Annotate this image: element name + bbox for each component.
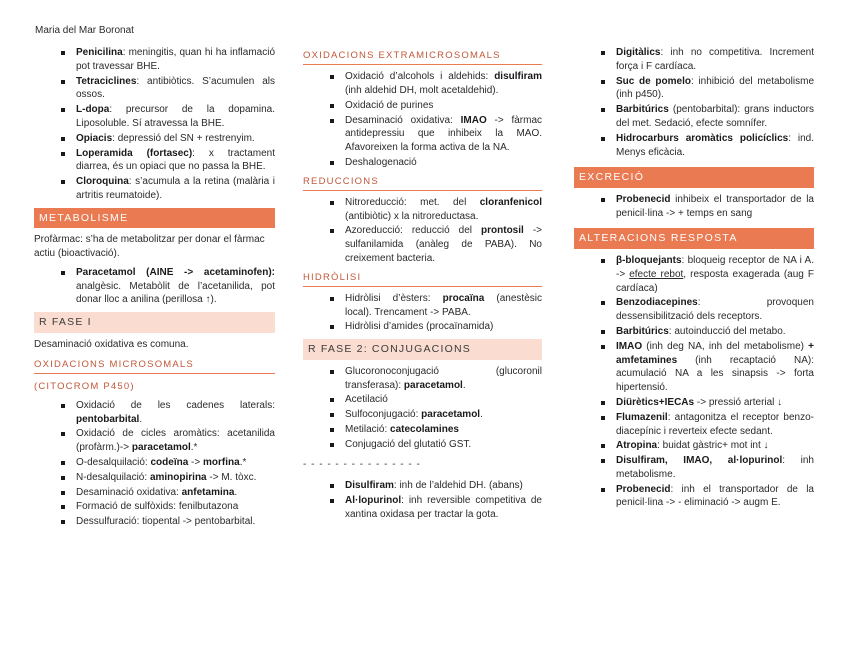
list-item: Probenecid inhibeix el transportador de la penicil·lina -> + temps en sang (574, 193, 814, 221)
list-item: Digitàlics: inh no competitiva. Increment força i F cardíaca. (574, 46, 814, 74)
list-item: Desaminació oxidativa: IMAO -> fàrmac antidepressiu que inhibeix la MAO. Afavoreixen la forma activa de la NA. (303, 114, 542, 155)
section-heading-reduccions: REDUCCIONS (303, 174, 542, 191)
list-item: Diürètics+IECAs -> pressió arterial ↓ (574, 396, 814, 410)
column-2 (303, 48, 542, 523)
inhibitors-inducers-list (574, 46, 814, 159)
list-item: Acetilació (303, 393, 542, 407)
list-item: β-bloquejants: bloqueig receptor de NA i A. -> efecte rebot, resposta exagerada (aug F cardíaca) (574, 254, 814, 295)
list-item: Barbitúrics (pentobarbital): grans inductors del met. Sedació, efecte somnífer. (574, 103, 814, 131)
section-heading-extramicrosomals: OXIDACIONS EXTRAMICROSOMALS (303, 48, 542, 65)
list-item: Dessulfuració: tiopental -> pentobarbital. (34, 515, 275, 529)
paracetamol-list (34, 266, 275, 307)
list-item: Barbitúrics: autoinducció del metabo. (574, 325, 814, 339)
extramicrosomal-list (303, 70, 542, 170)
list-item: Glucoronoconjugació (glucoronil transferasa): paracetamol. (303, 365, 542, 393)
list-item: Disulfiram, IMAO, al·lopurinol: inh metabolisme. (574, 454, 814, 482)
section-heading-microsomals: OXIDACIONS MICROSOMALS (34, 357, 275, 374)
section-heading-alteracions: ALTERACIONS RESPOSTA (574, 228, 814, 248)
drug-distribution-list (34, 46, 275, 203)
list-item: Tetraciclines: antibiòtics. S’acumulen als ossos. (34, 75, 275, 103)
inhibitors-list (303, 479, 542, 521)
list-item: Benzodiacepines: provoquen dessensibilització dels receptors. (574, 296, 814, 324)
hidrolisi-list (303, 292, 542, 334)
list-item: Desaminació oxidativa: anfetamina. (34, 486, 275, 500)
list-item: N-desalquilació: aminopirina -> M. tòxc. (34, 471, 275, 485)
metabolisme-text: Profàrmac: s’ha de metabolitzar per donar el fàrmac actiu (bioactivació). (34, 234, 265, 260)
list-item: Paracetamol (AINE -> acetaminofen): analgèsic. Metabòlit de l’acetanilida, pot donar lloc a anilina (perillosa ↑). (34, 266, 275, 307)
list-item: Deshalogenació (303, 156, 542, 170)
list-item: Oxidació d’alcohols i aldehids: disulfiram (inh aldehid DH, molt acetaldehid). (303, 70, 542, 98)
list-item: Disulfiram: inh de l’aldehid DH. (abans) (303, 479, 542, 493)
list-item: Conjugació del glutatió GST. (303, 438, 542, 452)
section-heading-fase2: R FASE 2: CONJUGACIONS (303, 339, 542, 359)
list-item: Al·lopurinol: inh reversible competitiva de xantina oxidasa per tractar la gota. (303, 494, 542, 522)
section-heading-metabolisme: METABOLISME (34, 208, 275, 228)
list-item: Hidròlisi d’amides (procaïnamida) (303, 320, 542, 334)
conjugacions-list (303, 365, 542, 452)
author-name: Maria del Mar Boronat (35, 25, 134, 36)
dashed-divider: - - - - - - - - - - - - - - - (303, 458, 421, 470)
list-item: L-dopa: precursor de la dopamina. Liposoluble. Sí atravessa la BHE. (34, 103, 275, 131)
list-item: Hidrocarburs aromàtics policíclics: ind. Menys eficàcia. (574, 132, 814, 160)
fase1-text: Desaminació oxidativa es comuna. (34, 338, 189, 350)
microsomal-list (34, 399, 275, 529)
list-item: O-desalquilació: codeïna -> morfina.* (34, 456, 275, 470)
excrecio-list (574, 193, 814, 221)
list-item: Opiacis: depressió del SN + restrenyim. (34, 132, 275, 146)
section-heading-citocrom: (CITOCROM P450) (34, 380, 135, 392)
column-3 (574, 46, 814, 511)
list-item: Sulfoconjugació: paracetamol. (303, 408, 542, 422)
section-heading-excrecio: EXCRECIÓ (574, 167, 814, 187)
section-heading-fase1: R FASE I (34, 312, 275, 332)
list-item: Azoreducció: reducció del prontosil -> sulfanilamida (anàleg de PABA). No creixement bacteria. (303, 224, 542, 265)
list-item: Oxidació de cicles aromàtics: acetanilida (profàrm.)-> paracetamol.* (34, 427, 275, 455)
column-1 (34, 46, 275, 530)
list-item: Penicilina: meningitis, quan hi ha inflamació pot travessar BHE. (34, 46, 275, 74)
list-item: Metilació: catecolamines (303, 423, 542, 437)
list-item: Nitroreducció: met. del cloranfenicol (antibiòtic) x la nitroreductasa. (303, 196, 542, 224)
list-item: Suc de pomelo: inhibició del metabolisme (inh p450). (574, 75, 814, 103)
list-item: IMAO (inh deg NA, inh del metabolisme) + amfetamines (inh recaptació NA): acumulació NA a les sinapsis -> forta hipertensió. (574, 340, 814, 395)
list-item: Atropina: buidat gàstric+ mot int ↓ (574, 439, 814, 453)
list-item: Probenecid: inh el transportador de la penicil·lina -> - eliminació -> augm E. (574, 483, 814, 511)
list-item: Formació de sulfòxids: fenilbutazona (34, 500, 275, 514)
list-item: Flumazenil: antagonitza el receptor benzo-diacepínic i reverteix efecte sedant. (574, 411, 814, 439)
list-item: Hidròlisi d’èsters: procaïna (anestèsic local). Trencament -> PABA. (303, 292, 542, 320)
list-item: Oxidació de les cadenes laterals: pentobarbital. (34, 399, 275, 427)
list-item: Oxidació de purines (303, 99, 542, 113)
list-item: Loperamida (fortasec): x tractament diarrea, és un opiaci que no passa la BHE. (34, 147, 275, 175)
section-heading-hidrolisi: HIDRÒLISI (303, 270, 542, 287)
reduccions-list (303, 196, 542, 266)
list-item: Cloroquina: s’acumula a la retina (malària i artritis reumatoide). (34, 175, 275, 203)
alteracions-list (574, 254, 814, 510)
